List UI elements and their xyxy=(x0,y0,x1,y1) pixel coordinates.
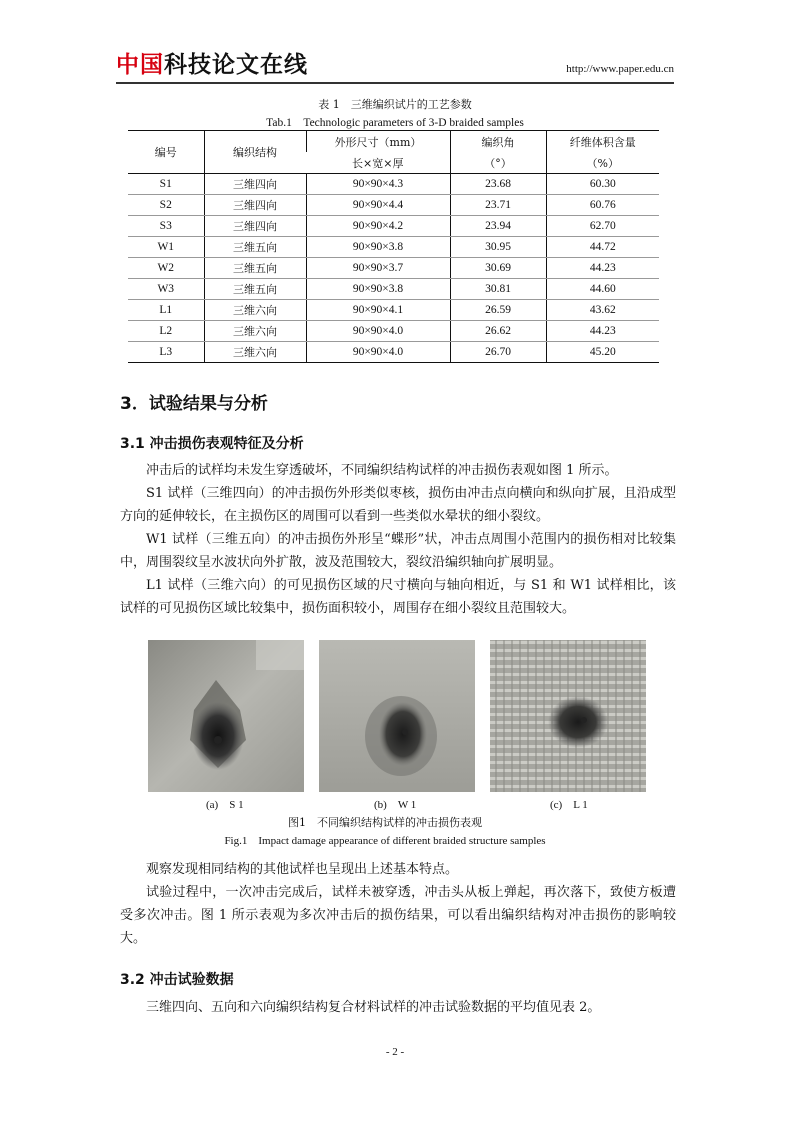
cell-angle: 26.59 xyxy=(450,300,546,321)
table1-caption-en: Tab.1 Technologic parameters of 3-D braided samples xyxy=(266,117,524,129)
header-angle-line2: （°） xyxy=(450,152,546,174)
cell-structure: 三维五向 xyxy=(204,258,306,279)
header-url-link[interactable]: http://www.paper.edu.cn xyxy=(566,63,674,75)
cell-id: L2 xyxy=(128,321,204,342)
cell-fiber: 45.20 xyxy=(546,342,659,363)
cell-angle: 26.70 xyxy=(450,342,546,363)
figure1-subcaption-b: (b) W 1 xyxy=(374,799,417,811)
cell-angle: 26.62 xyxy=(450,321,546,342)
table-row xyxy=(128,216,659,237)
paragraph: W1 试样（三维五向）的冲击损伤外形呈“蝶形”状，冲击点周围小范围内的损伤相对比较集中，周围裂纹呈水波状向外扩散，波及范围较大，裂纹沿编织轴向扩展明显。 xyxy=(120,532,676,570)
cell-structure: 三维六向 xyxy=(204,342,306,363)
cell-id: W3 xyxy=(128,279,204,300)
cell-structure: 三维六向 xyxy=(204,321,306,342)
cell-structure: 三维四向 xyxy=(204,174,306,195)
figure1-caption-en: Fig.1 Impact damage appearance of different braided structure samples xyxy=(224,835,546,847)
paragraph: 三维四向、五向和六向编织结构复合材料试样的冲击试验数据的平均值见表 2。 xyxy=(146,1000,601,1015)
logo-red-text: 中国 xyxy=(116,52,164,78)
figure1-photo-l1 xyxy=(490,640,646,792)
table1 xyxy=(128,130,659,363)
cell-id: S3 xyxy=(128,216,204,237)
paragraph: 观察发现相同结构的其他试样也呈现出上述基本特点。 xyxy=(146,862,459,877)
cell-structure: 三维六向 xyxy=(204,300,306,321)
section-3-1-body xyxy=(120,459,676,620)
cell-angle: 30.95 xyxy=(450,237,546,258)
cell-size: 90×90×3.8 xyxy=(306,237,450,258)
cell-structure: 三维五向 xyxy=(204,279,306,300)
header-size-line2: 长×宽×厚 xyxy=(306,152,450,174)
table1-caption-zh: 表 1 三维编织试片的工艺参数 xyxy=(318,98,472,111)
journal-logo xyxy=(116,50,308,80)
cell-size: 90×90×4.3 xyxy=(306,174,450,195)
paragraph: 试验过程中，一次冲击完成后，试样未被穿透，冲击头从板上弹起，再次落下，致使方板遭受多次冲击。图 1 所示表观为多次冲击后的损伤结果，可以看出编织结构对冲击损伤的影响较大。 xyxy=(120,885,676,946)
cell-size: 90×90×4.4 xyxy=(306,195,450,216)
cell-structure: 三维五向 xyxy=(204,237,306,258)
page-number: - 2 - xyxy=(385,1046,405,1058)
paragraph: L1 试样（三维六向）的可见损伤区域的尺寸横向与轴向相近，与 S1 和 W1 试样相比，该试样的可见损伤区域比较集中，损伤面积较小，周围存在细小裂纹且范围较大。 xyxy=(120,578,676,616)
figure1-photo-s1 xyxy=(148,640,304,792)
section-3-heading: 3．试验结果与分析 xyxy=(120,394,268,414)
cell-size: 90×90×4.0 xyxy=(306,321,450,342)
paragraph: S1 试样（三维四向）的冲击损伤外形类似枣核，损伤由冲击点向横向和纵向扩展，且沿成型方向的延伸较长，在主损伤区的周围可以看到一些类似水晕状的细小裂纹。 xyxy=(120,486,676,524)
table-row xyxy=(128,237,659,258)
table-row xyxy=(128,174,659,195)
cell-structure: 三维四向 xyxy=(204,195,306,216)
table-row xyxy=(128,342,659,363)
cell-angle: 23.94 xyxy=(450,216,546,237)
cell-fiber: 44.23 xyxy=(546,321,659,342)
table-row xyxy=(128,321,659,342)
header-structure: 编织结构 xyxy=(204,131,306,174)
header-divider xyxy=(116,82,674,84)
cell-angle: 23.68 xyxy=(450,174,546,195)
table-row xyxy=(128,279,659,300)
cell-fiber: 62.70 xyxy=(546,216,659,237)
cell-id: S2 xyxy=(128,195,204,216)
header-fiber-line2: （%） xyxy=(546,152,659,174)
cell-fiber: 43.62 xyxy=(546,300,659,321)
figure1-subcaption-a: (a) S 1 xyxy=(206,799,244,811)
table-row xyxy=(128,300,659,321)
cell-id: L3 xyxy=(128,342,204,363)
cell-id: W1 xyxy=(128,237,204,258)
logo-black-text: 科技论文在线 xyxy=(164,52,308,78)
header-id: 编号 xyxy=(128,131,204,174)
cell-id: L1 xyxy=(128,300,204,321)
table-row xyxy=(128,195,659,216)
header-size-line1: 外形尺寸（mm） xyxy=(306,131,450,153)
cell-fiber: 44.72 xyxy=(546,237,659,258)
cell-size: 90×90×4.2 xyxy=(306,216,450,237)
cell-fiber: 60.30 xyxy=(546,174,659,195)
section-3-2-body xyxy=(120,996,676,1019)
paragraph: 冲击后的试样均未发生穿透破坏，不同编织结构试样的冲击损伤表观如图 1 所示。 xyxy=(146,463,618,478)
cell-id: W2 xyxy=(128,258,204,279)
cell-size: 90×90×3.7 xyxy=(306,258,450,279)
cell-fiber: 44.60 xyxy=(546,279,659,300)
cell-angle: 30.81 xyxy=(450,279,546,300)
figure1-subcaption-c: (c) L 1 xyxy=(550,799,588,811)
figure1-photo-w1 xyxy=(319,640,475,792)
header-fiber-line1: 纤维体积含量 xyxy=(546,131,659,153)
cell-angle: 23.71 xyxy=(450,195,546,216)
figure1-caption-zh: 图1 不同编织结构试样的冲击损伤表观 xyxy=(288,816,482,829)
section-3-2-heading: 3.2 冲击试验数据 xyxy=(120,972,234,988)
cell-size: 90×90×4.0 xyxy=(306,342,450,363)
header-angle-line1: 编织角 xyxy=(450,131,546,153)
cell-fiber: 44.23 xyxy=(546,258,659,279)
cell-id: S1 xyxy=(128,174,204,195)
cell-fiber: 60.76 xyxy=(546,195,659,216)
cell-size: 90×90×3.8 xyxy=(306,279,450,300)
section-3-1-heading: 3.1 冲击损伤表观特征及分析 xyxy=(120,436,304,452)
post-figure-body xyxy=(120,858,676,950)
table-row xyxy=(128,258,659,279)
cell-size: 90×90×4.1 xyxy=(306,300,450,321)
cell-structure: 三维四向 xyxy=(204,216,306,237)
cell-angle: 30.69 xyxy=(450,258,546,279)
